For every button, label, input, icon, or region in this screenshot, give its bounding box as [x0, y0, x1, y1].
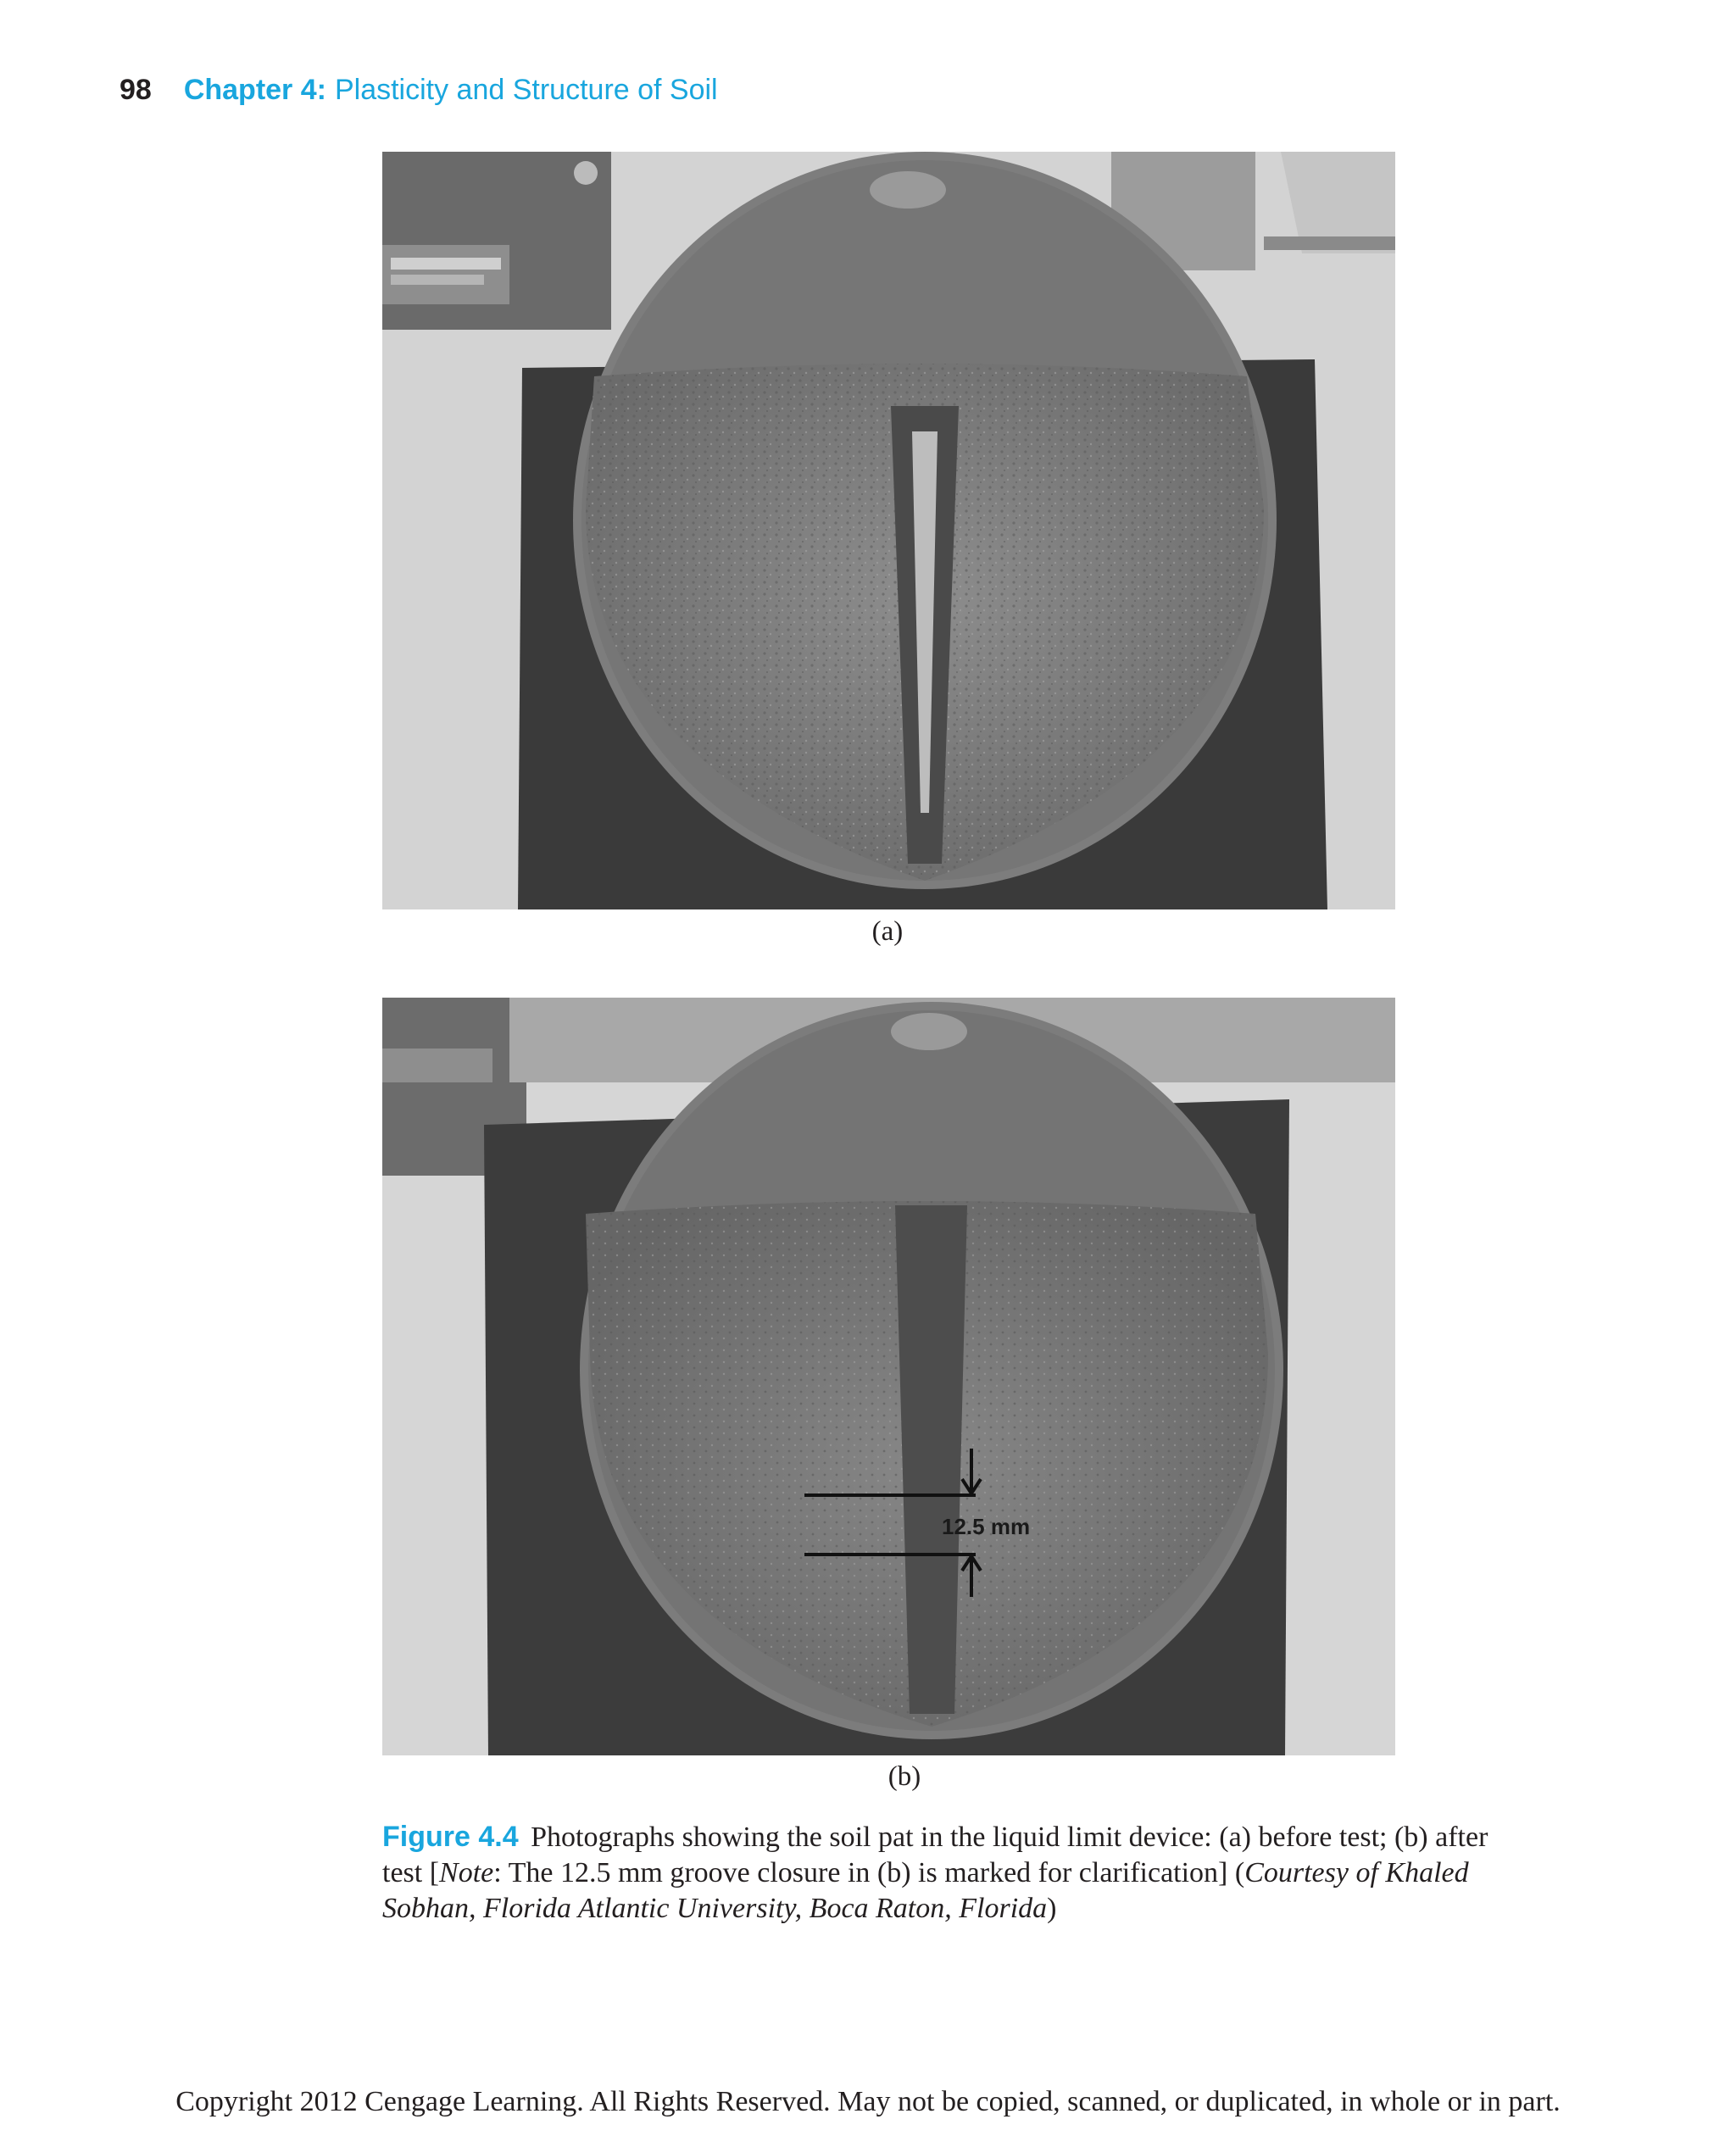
photo-b-illustration: [382, 998, 1395, 1755]
caption-text-1: Photographs showing the soil pat in the liquid limit device: (a) before test; (b) after test [: [382, 1822, 1488, 1888]
chapter-label: Chapter 4:: [183, 74, 326, 106]
groove-measurement-label: 12.5 mm: [942, 1514, 1031, 1539]
caption-courtesy: Courtesy of Khaled Sobhan, Florida Atlantic University, Boca Raton, Florida: [382, 1857, 1469, 1924]
page-number: 98: [120, 74, 152, 106]
figure-caption: [382, 1819, 1510, 1927]
photo-b-liquid-limit-device-after: [382, 998, 1395, 1755]
caption-note-word: Note: [439, 1857, 494, 1888]
photo-a-liquid-limit-device-before: [382, 152, 1395, 909]
caption-text-3: ): [1047, 1893, 1057, 1924]
figure-label: Figure 4.4: [382, 1821, 519, 1853]
caption-text-2: : The 12.5 mm groove closure in (b) is marked for clarification] (: [493, 1857, 1245, 1888]
subfigure-a-label: (a): [871, 916, 904, 947]
copyright-footer: Copyright 2012 Cengage Learning. All Rights Reserved. May not be copied, scanned, or duplicated, in whole or in part.: [175, 2086, 1561, 2117]
subfigure-b-label: (b): [887, 1761, 921, 1792]
chapter-title: Plasticity and Structure of Soil: [334, 74, 718, 106]
running-header: [120, 71, 718, 108]
photo-a-illustration: [382, 152, 1395, 909]
